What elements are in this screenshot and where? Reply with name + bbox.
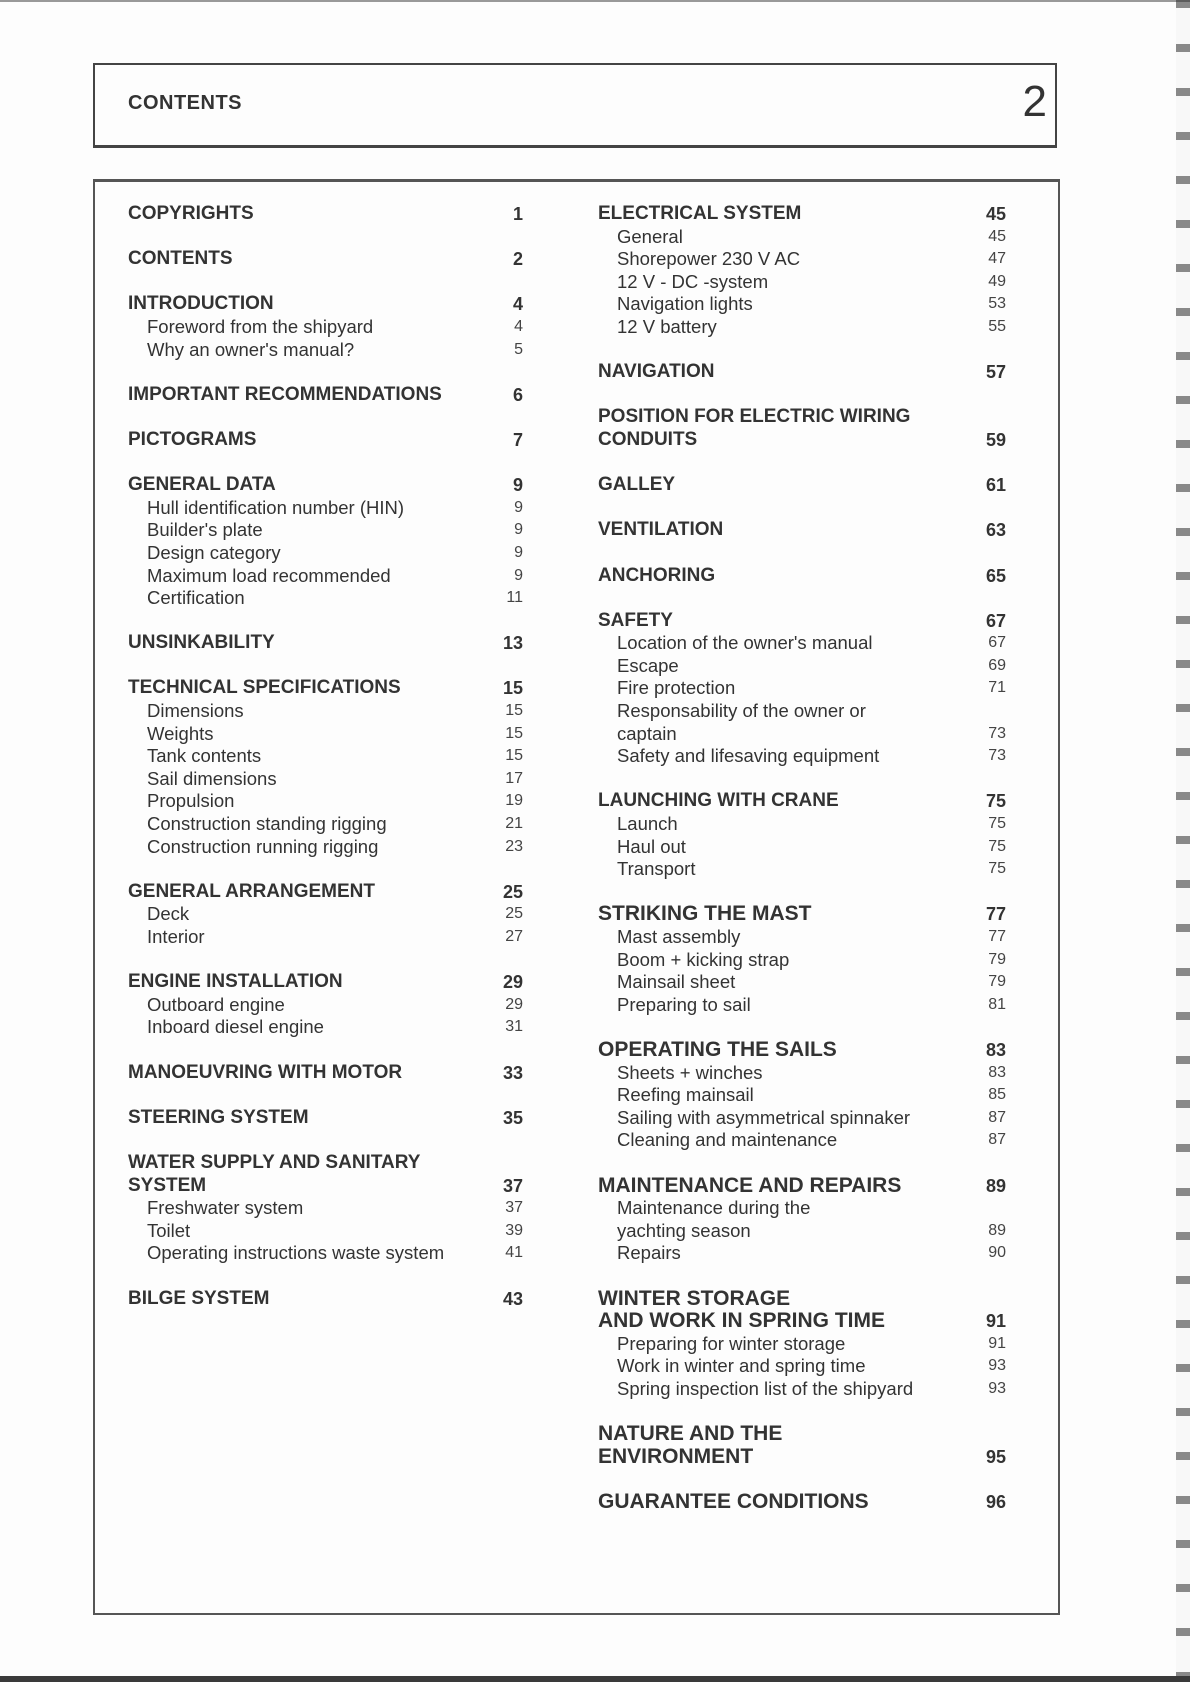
- toc-spacer: [598, 881, 1006, 904]
- toc-page-number: 2: [512, 249, 523, 270]
- toc-entry-label: STEERING SYSTEM: [128, 1106, 309, 1128]
- toc-page-number: 15: [505, 724, 523, 742]
- toc-subentry: [128, 497, 523, 520]
- toc-spacer: [128, 1265, 523, 1288]
- toc-page-number: 15: [505, 702, 523, 720]
- toc-spacer: [598, 768, 1006, 791]
- toc-entry-label: Sail dimensions: [147, 767, 277, 789]
- toc-heading: [128, 1288, 523, 1311]
- toc-page-number: 15: [505, 747, 523, 765]
- toc-entry-label: Design category: [147, 541, 281, 563]
- toc-spacer: [128, 361, 523, 384]
- toc-spacer: [128, 1039, 523, 1062]
- toc-entry-label: NAVIGATION: [598, 361, 715, 383]
- toc-entry-label: Dimensions: [147, 700, 244, 722]
- toc-page-number: 6: [512, 384, 523, 405]
- toc-page-number: 39: [505, 1221, 523, 1239]
- toc-spacer: [598, 1400, 1006, 1423]
- toc-entry-label: Hull identification number (HIN): [147, 496, 405, 518]
- toc-entry-label: Safety and lifesaving equipment: [617, 745, 880, 767]
- scan-bottom-edge: [0, 1676, 1190, 1682]
- toc-heading: [128, 429, 523, 452]
- toc-page-number: 61: [985, 475, 1006, 496]
- toc-subentry: [598, 858, 1006, 881]
- toc-entry-label: captain: [617, 722, 677, 744]
- toc-subentry: [598, 836, 1006, 859]
- toc-subentry: [598, 1062, 1006, 1085]
- toc-subentry: [598, 1107, 1006, 1130]
- toc-entry-label: Preparing to sail: [617, 993, 751, 1015]
- toc-page-number: 11: [506, 589, 523, 607]
- table-of-contents: [93, 179, 1060, 1615]
- toc-entry-label: LAUNCHING WITH CRANE: [598, 790, 839, 812]
- toc-page-number: 29: [502, 972, 523, 993]
- toc-entry-label: POSITION FOR ELECTRIC WIRING: [598, 406, 911, 428]
- toc-subentry: [128, 994, 523, 1017]
- toc-subentry: [128, 1242, 523, 1265]
- toc-spacer: [128, 226, 523, 249]
- toc-subentry: [128, 1220, 523, 1243]
- toc-entry-label: Fire protection: [617, 677, 736, 699]
- toc-subentry: [128, 1016, 523, 1039]
- toc-entry-label: Outboard engine: [147, 993, 285, 1015]
- toc-subentry: [598, 677, 1006, 700]
- toc-page-number: 75: [988, 837, 1006, 855]
- toc-entry-label: Navigation lights: [617, 293, 753, 315]
- toc-page-number: 53: [988, 295, 1006, 313]
- toc-page-number: 63: [985, 520, 1006, 541]
- toc-heading: [128, 881, 523, 904]
- toc-page-number: 49: [988, 272, 1006, 290]
- toc-entry-label: INTRODUCTION: [128, 293, 274, 315]
- toc-entry-label: MAINTENANCE AND REPAIRS: [598, 1173, 902, 1197]
- toc-entry-label: TECHNICAL SPECIFICATIONS: [128, 677, 401, 699]
- toc-page-number: 9: [514, 566, 523, 584]
- toc-entry-label: Deck: [147, 903, 190, 925]
- toc-subentry: [128, 723, 523, 746]
- toc-entry-label: yachting season: [617, 1219, 751, 1241]
- toc-heading: [128, 1175, 523, 1198]
- toc-entry-label: GUARANTEE CONDITIONS: [598, 1489, 869, 1513]
- toc-column-right: [598, 203, 1006, 1513]
- toc-page-number: 71: [988, 679, 1006, 697]
- toc-page-number: 81: [988, 995, 1006, 1013]
- toc-heading: [598, 1310, 1006, 1333]
- toc-page-number: 93: [988, 1379, 1006, 1397]
- toc-entry-label: Maximum load recommended: [147, 564, 391, 586]
- toc-entry-label: Toilet: [147, 1219, 191, 1241]
- toc-page-number: 19: [505, 792, 523, 810]
- toc-subentry: [128, 745, 523, 768]
- toc-page-number: 79: [988, 950, 1006, 968]
- toc-entry-label: Inboard diesel engine: [147, 1016, 324, 1038]
- toc-page-number: 90: [988, 1244, 1006, 1262]
- toc-page-number: 35: [502, 1107, 523, 1128]
- toc-subentry: [598, 316, 1006, 339]
- toc-subentry: [598, 926, 1006, 949]
- toc-entry-label: Freshwater system: [147, 1197, 304, 1219]
- toc-page-number: 45: [985, 204, 1006, 224]
- binding-edge: [1176, 0, 1190, 1682]
- toc-page-number: 59: [985, 429, 1006, 450]
- toc-page-number: 57: [985, 362, 1006, 383]
- toc-page-number: 79: [988, 973, 1006, 991]
- toc-entry-label: Preparing for winter storage: [617, 1332, 846, 1354]
- toc-spacer: [598, 452, 1006, 475]
- toc-page-number: 87: [988, 1108, 1006, 1126]
- toc-page-number: 75: [988, 860, 1006, 878]
- toc-page-number: 43: [502, 1288, 523, 1309]
- toc-entry-label: ENVIRONMENT: [598, 1444, 754, 1468]
- toc-spacer: [598, 1152, 1006, 1175]
- toc-subentry: [598, 971, 1006, 994]
- toc-entry-label: Builder's plate: [147, 519, 263, 541]
- toc-page-number: 1: [512, 204, 523, 224]
- toc-entry-label: Construction standing rigging: [147, 813, 387, 835]
- toc-page-number: 9: [514, 543, 523, 561]
- toc-entry-label: Propulsion: [147, 790, 235, 812]
- toc-heading: [598, 1423, 1006, 1446]
- toc-heading: [598, 903, 1006, 926]
- toc-page-number: 9: [514, 521, 523, 539]
- toc-entry-label: 12 V battery: [617, 315, 717, 337]
- toc-heading: [598, 1175, 1006, 1198]
- toc-spacer: [598, 384, 1006, 407]
- toc-page-number: 91: [988, 1334, 1006, 1352]
- toc-subentry: [128, 903, 523, 926]
- toc-entry-label: GENERAL DATA: [128, 474, 276, 496]
- toc-subentry: [128, 542, 523, 565]
- toc-heading: [128, 1062, 523, 1085]
- toc-page-number: 47: [988, 250, 1006, 268]
- toc-heading: [128, 203, 523, 226]
- toc-entry-label: Responsability of the owner or: [617, 700, 866, 722]
- toc-page-number: 65: [985, 565, 1006, 586]
- toc-entry-label: PICTOGRAMS: [128, 428, 257, 450]
- toc-spacer: [128, 271, 523, 294]
- toc-entry-label: Spring inspection list of the shipyard: [617, 1377, 914, 1399]
- toc-subentry: [598, 632, 1006, 655]
- toc-heading: [128, 677, 523, 700]
- toc-entry-label: ENGINE INSTALLATION: [128, 971, 343, 993]
- toc-column-left: [128, 203, 523, 1310]
- toc-entry-label: Boom + kicking strap: [617, 948, 790, 970]
- toc-subentry: [598, 700, 1006, 723]
- toc-entry-label: CONTENTS: [128, 248, 233, 270]
- toc-entry-label: GENERAL ARRANGEMENT: [128, 880, 376, 902]
- toc-subentry: [598, 271, 1006, 294]
- toc-subentry: [598, 655, 1006, 678]
- toc-entry-label: GALLEY: [598, 474, 676, 496]
- toc-page-number: 17: [505, 769, 523, 787]
- toc-page-number: 23: [505, 837, 523, 855]
- toc-subentry: [598, 1220, 1006, 1243]
- toc-page-number: 93: [988, 1357, 1006, 1375]
- toc-spacer: [128, 452, 523, 475]
- toc-entry-label: General: [617, 225, 683, 247]
- toc-subentry: [128, 836, 523, 859]
- toc-heading: [128, 971, 523, 994]
- toc-entry-label: CONDUITS: [598, 428, 698, 450]
- scan-top-edge: [0, 0, 1190, 2]
- chapter-number: 2: [1022, 77, 1047, 126]
- toc-subentry: [598, 723, 1006, 746]
- toc-subentry: [598, 1129, 1006, 1152]
- toc-heading: [128, 474, 523, 497]
- toc-entry-label: Foreword from the shipyard: [147, 315, 374, 337]
- toc-page-number: 9: [514, 498, 523, 516]
- toc-heading: [598, 565, 1006, 588]
- toc-page-number: 77: [985, 904, 1006, 925]
- toc-entry-label: Haul out: [617, 835, 686, 857]
- toc-spacer: [128, 406, 523, 429]
- toc-entry-label: COPYRIGHTS: [128, 203, 254, 224]
- toc-page-number: 96: [985, 1491, 1006, 1512]
- toc-entry-label: NATURE AND THE: [598, 1422, 783, 1446]
- toc-heading: [598, 1039, 1006, 1062]
- toc-page-number: 31: [505, 1018, 523, 1036]
- toc-subentry: [128, 926, 523, 949]
- toc-page-number: 9: [512, 475, 523, 496]
- toc-page-number: 25: [502, 881, 523, 902]
- toc-page-number: 13: [502, 633, 523, 654]
- toc-subentry: [598, 813, 1006, 836]
- toc-heading: [598, 1491, 1006, 1514]
- toc-subentry: [128, 700, 523, 723]
- toc-page-number: 37: [505, 1199, 523, 1217]
- toc-subentry: [598, 1242, 1006, 1265]
- toc-entry-label: Mainsail sheet: [617, 971, 736, 993]
- toc-entry-label: BILGE SYSTEM: [128, 1287, 270, 1309]
- toc-page-number: 55: [988, 317, 1006, 335]
- toc-entry-label: STRIKING THE MAST: [598, 902, 812, 926]
- toc-heading: [128, 293, 523, 316]
- toc-page-number: 4: [514, 317, 523, 335]
- toc-spacer: [128, 655, 523, 678]
- toc-entry-label: Maintenance during the: [617, 1197, 811, 1219]
- toc-entry-label: Escape: [617, 654, 679, 676]
- toc-page-number: 25: [505, 905, 523, 923]
- toc-page-number: 5: [514, 340, 523, 358]
- toc-page-number: 73: [988, 747, 1006, 765]
- toc-subentry: [598, 745, 1006, 768]
- toc-heading: [598, 429, 1006, 452]
- toc-page-number: 41: [505, 1244, 523, 1262]
- toc-heading: [128, 1107, 523, 1130]
- toc-page-number: 67: [985, 610, 1006, 631]
- toc-heading: [598, 610, 1006, 633]
- toc-entry-label: Location of the owner's manual: [617, 632, 873, 654]
- toc-subentry: [128, 790, 523, 813]
- toc-subentry: [128, 565, 523, 588]
- toc-page-number: 29: [505, 995, 523, 1013]
- toc-entry-label: Sheets + winches: [617, 1061, 763, 1083]
- toc-subentry: [598, 1378, 1006, 1401]
- toc-entry-label: IMPORTANT RECOMMENDATIONS: [128, 383, 442, 405]
- toc-entry-label: OPERATING THE SAILS: [598, 1037, 837, 1061]
- toc-page-number: 73: [988, 724, 1006, 742]
- toc-entry-label: Transport: [617, 858, 696, 880]
- toc-spacer: [598, 339, 1006, 362]
- toc-spacer: [128, 858, 523, 881]
- toc-entry-label: Tank contents: [147, 745, 262, 767]
- toc-entry-label: SAFETY: [598, 609, 673, 631]
- toc-page-number: 21: [505, 815, 523, 833]
- toc-subentry: [598, 994, 1006, 1017]
- toc-subentry: [128, 587, 523, 610]
- toc-entry-label: Interior: [147, 926, 205, 947]
- toc-subentry: [128, 768, 523, 791]
- toc-entry-label: SYSTEM: [128, 1174, 207, 1196]
- toc-page-number: 67: [988, 634, 1006, 652]
- toc-heading: [598, 1288, 1006, 1311]
- toc-entry-label: Sailing with asymmetrical spinnaker: [617, 1106, 911, 1128]
- page-header: [93, 63, 1057, 148]
- toc-subentry: [598, 226, 1006, 249]
- toc-spacer: [128, 1129, 523, 1152]
- toc-page-number: 85: [988, 1086, 1006, 1104]
- toc-subentry: [598, 1333, 1006, 1356]
- toc-page-number: 89: [988, 1221, 1006, 1239]
- toc-entry-label: UNSINKABILITY: [128, 632, 275, 654]
- toc-page-number: 4: [512, 294, 523, 315]
- toc-subentry: [598, 1355, 1006, 1378]
- toc-heading: [598, 1446, 1006, 1469]
- toc-entry-label: WINTER STORAGE: [598, 1286, 791, 1310]
- toc-heading: [598, 790, 1006, 813]
- toc-subentry: [128, 519, 523, 542]
- toc-page-number: 95: [985, 1446, 1006, 1467]
- toc-entry-label: Launch: [617, 813, 678, 835]
- toc-entry-label: VENTILATION: [598, 519, 724, 541]
- toc-subentry: [598, 248, 1006, 271]
- toc-heading: [128, 384, 523, 407]
- toc-page-number: 33: [502, 1062, 523, 1083]
- page-title: CONTENTS: [128, 92, 242, 114]
- toc-spacer: [128, 610, 523, 633]
- toc-heading: [598, 406, 1006, 429]
- toc-spacer: [598, 1265, 1006, 1288]
- toc-entry-label: ELECTRICAL SYSTEM: [598, 203, 802, 224]
- toc-page-number: 45: [988, 227, 1006, 245]
- toc-entry-label: Work in winter and spring time: [617, 1355, 866, 1377]
- toc-page-number: 87: [988, 1131, 1006, 1149]
- toc-spacer: [128, 1084, 523, 1107]
- toc-spacer: [128, 949, 523, 972]
- toc-page-number: 15: [502, 678, 523, 699]
- toc-entry-label: Repairs: [617, 1242, 681, 1264]
- toc-spacer: [598, 1468, 1006, 1491]
- toc-page-number: 75: [985, 791, 1006, 812]
- toc-page-number: 75: [988, 815, 1006, 833]
- toc-page-number: 77: [988, 928, 1006, 945]
- toc-subentry: [128, 1197, 523, 1220]
- toc-entry-label: Weights: [147, 722, 214, 744]
- toc-subentry: [598, 1084, 1006, 1107]
- toc-entry-label: Reefing mainsail: [617, 1084, 754, 1106]
- toc-spacer: [598, 587, 1006, 610]
- toc-entry-label: WATER SUPPLY AND SANITARY: [128, 1151, 421, 1173]
- toc-subentry: [598, 949, 1006, 972]
- toc-page-number: 89: [985, 1175, 1006, 1196]
- toc-entry-label: Cleaning and maintenance: [617, 1129, 838, 1151]
- toc-heading: [598, 474, 1006, 497]
- toc-page-number: 83: [988, 1063, 1006, 1081]
- toc-page-number: 91: [985, 1311, 1006, 1332]
- toc-entry-label: 12 V - DC -system: [617, 270, 769, 292]
- toc-page-number: 37: [502, 1175, 523, 1196]
- toc-spacer: [598, 1016, 1006, 1039]
- toc-entry-label: ANCHORING: [598, 564, 716, 586]
- toc-entry-label: Operating instructions waste system: [147, 1242, 445, 1264]
- toc-heading: [598, 519, 1006, 542]
- toc-heading: [128, 1152, 523, 1175]
- toc-entry-label: Construction running rigging: [147, 835, 379, 857]
- toc-heading: [598, 203, 1006, 226]
- toc-entry-label: Mast assembly: [617, 926, 741, 947]
- toc-page-number: 83: [985, 1039, 1006, 1060]
- toc-entry-label: Certification: [147, 587, 245, 609]
- toc-heading: [128, 632, 523, 655]
- toc-spacer: [598, 542, 1006, 565]
- toc-subentry: [598, 293, 1006, 316]
- toc-subentry: [128, 339, 523, 362]
- toc-page-number: 69: [988, 656, 1006, 674]
- toc-heading: [598, 361, 1006, 384]
- toc-subentry: [598, 1197, 1006, 1220]
- toc-entry-label: Why an owner's manual?: [147, 338, 355, 360]
- toc-entry-label: MANOEUVRING WITH MOTOR: [128, 1061, 403, 1083]
- toc-spacer: [598, 497, 1006, 520]
- toc-page-number: 7: [512, 429, 523, 450]
- toc-subentry: [128, 316, 523, 339]
- toc-page-number: 27: [505, 928, 523, 945]
- toc-subentry: [128, 813, 523, 836]
- toc-entry-label: Shorepower 230 V AC: [617, 248, 801, 270]
- toc-entry-label: AND WORK IN SPRING TIME: [598, 1309, 885, 1333]
- toc-heading: [128, 248, 523, 271]
